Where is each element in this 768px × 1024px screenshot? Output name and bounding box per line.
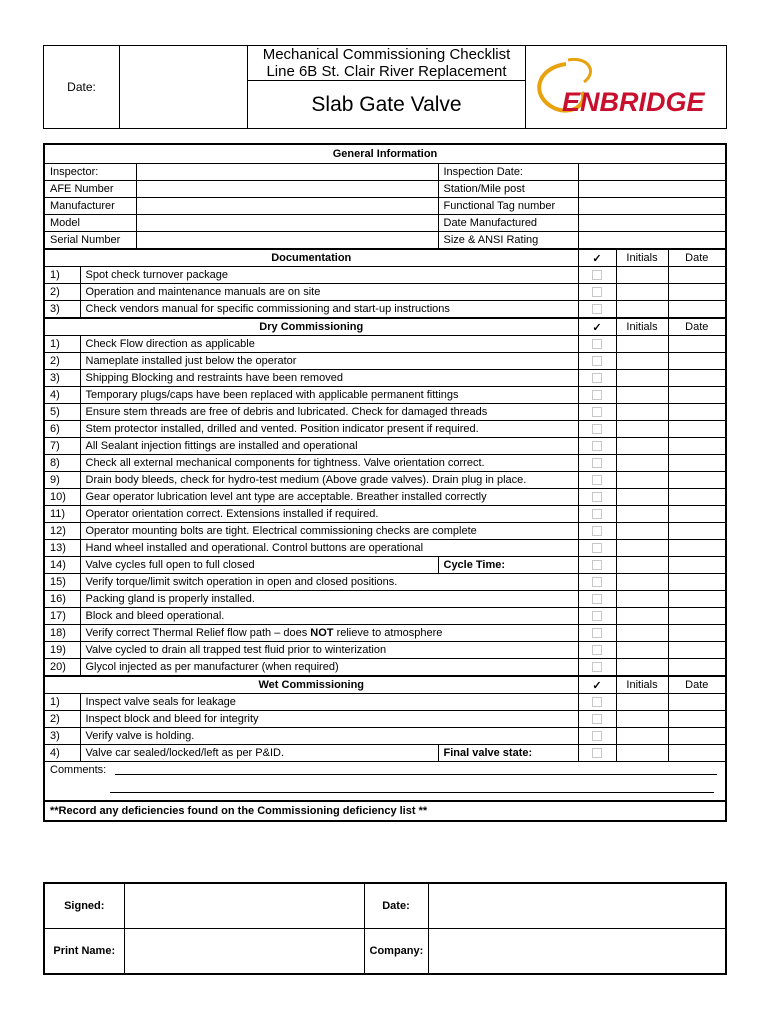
checklist-row [44, 745, 726, 762]
date-field[interactable] [668, 642, 726, 659]
date-field[interactable] [668, 694, 726, 711]
checklist-row [44, 455, 726, 472]
item-text: Operation and maintenance manuals are on site [80, 284, 578, 301]
item-text-post: relieve to atmosphere [333, 627, 443, 639]
item-extra-label: Cycle Time: [438, 557, 578, 574]
initials-column-header: Initials [616, 318, 668, 336]
checklist-row [44, 694, 726, 711]
checklist-row [44, 557, 726, 574]
checklist-row [44, 370, 726, 387]
checkbox[interactable] [592, 731, 602, 741]
checklist-row [44, 284, 726, 301]
general-label: AFE Number [44, 181, 136, 198]
item-checkbox-cell [578, 694, 616, 711]
date-field[interactable] [668, 489, 726, 506]
checklist-row [44, 387, 726, 404]
general-field[interactable] [578, 198, 726, 215]
item-text: Glycol injected as per manufacturer (when required) [80, 659, 578, 677]
item-number: 14) [44, 557, 80, 574]
initials-field[interactable] [616, 557, 668, 574]
initials-field[interactable] [616, 267, 668, 284]
item-checkbox-cell [578, 540, 616, 557]
item-checkbox-cell [578, 745, 616, 762]
checkbox[interactable] [592, 492, 602, 502]
item-number: 16) [44, 591, 80, 608]
checklist-row [44, 591, 726, 608]
item-checkbox-cell [578, 523, 616, 540]
wet-heading: Wet Commissioning [44, 676, 578, 694]
checklist-table [43, 143, 727, 822]
checkbox[interactable] [592, 356, 602, 366]
item-text: Operator orientation correct. Extensions installed if required. [80, 506, 578, 523]
comments-line [115, 774, 717, 775]
item-checkbox-cell [578, 711, 616, 728]
item-number: 19) [44, 642, 80, 659]
checklist-row [44, 336, 726, 353]
header-table [43, 45, 727, 129]
item-checkbox-cell [578, 489, 616, 506]
date-field[interactable] [668, 625, 726, 642]
general-field[interactable] [578, 181, 726, 198]
page-title: Slab Gate Valve [248, 81, 526, 129]
item-number: 12) [44, 523, 80, 540]
item-text-bold: NOT [310, 627, 334, 639]
print-name-label: Print Name: [44, 929, 124, 975]
initials-field[interactable] [616, 523, 668, 540]
item-checkbox-cell [578, 472, 616, 489]
initials-field[interactable] [616, 455, 668, 472]
item-number: 3) [44, 728, 80, 745]
deficiency-note: **Record any deficiencies found on the Commissioning deficiency list ** [44, 801, 726, 821]
date-field[interactable] [668, 659, 726, 677]
logo-text: ENBRIDGE [562, 87, 705, 117]
checklist-row [44, 728, 726, 745]
check-column-header: ✓ [578, 249, 616, 267]
checklist-row [44, 353, 726, 370]
checklist-row [44, 523, 726, 540]
item-checkbox-cell [578, 353, 616, 370]
item-checkbox-cell [578, 336, 616, 353]
sign-date-field[interactable] [428, 883, 726, 929]
date-field[interactable] [668, 284, 726, 301]
item-checkbox-cell [578, 404, 616, 421]
check-column-header: ✓ [578, 318, 616, 336]
item-checkbox-cell [578, 421, 616, 438]
date-field[interactable] [668, 455, 726, 472]
item-number: 5) [44, 404, 80, 421]
item-text-pre: Verify correct Thermal Relief flow path – does [85, 627, 311, 639]
documentation-heading-row [44, 249, 726, 267]
checkbox[interactable] [592, 611, 602, 621]
item-number: 4) [44, 745, 80, 762]
checkbox[interactable] [592, 304, 602, 314]
item-number: 7) [44, 438, 80, 455]
initials-field[interactable] [616, 506, 668, 523]
checkbox[interactable] [592, 373, 602, 383]
initials-field[interactable] [616, 301, 668, 319]
company-label: Company: [364, 929, 428, 975]
item-checkbox-cell [578, 301, 616, 319]
date-field[interactable] [668, 608, 726, 625]
general-row [44, 232, 726, 250]
item-checkbox-cell [578, 625, 616, 642]
general-field[interactable] [136, 164, 438, 181]
initials-field[interactable] [616, 387, 668, 404]
item-number: 1) [44, 336, 80, 353]
date-field[interactable] [668, 523, 726, 540]
checkbox[interactable] [592, 697, 602, 707]
checklist-row [44, 472, 726, 489]
item-text: Spot check turnover package [80, 267, 578, 284]
date-field[interactable] [668, 711, 726, 728]
general-heading-row [44, 144, 726, 164]
date-field[interactable] [668, 557, 726, 574]
print-name-field[interactable] [124, 929, 364, 975]
item-text: Valve cycles full open to full closed [80, 557, 438, 574]
date-field[interactable] [668, 728, 726, 745]
item-number: 11) [44, 506, 80, 523]
item-number: 9) [44, 472, 80, 489]
checkbox[interactable] [592, 748, 602, 758]
check-column-header: ✓ [578, 676, 616, 694]
initials-field[interactable] [616, 711, 668, 728]
item-text: Inspect block and bleed for integrity [80, 711, 578, 728]
date-field[interactable] [120, 46, 248, 129]
item-checkbox-cell [578, 387, 616, 404]
enbridge-logo [526, 46, 726, 128]
general-label: Station/Mile post [438, 181, 578, 198]
item-text: Inspect valve seals for leakage [80, 694, 578, 711]
general-field[interactable] [136, 215, 438, 232]
checklist-row [44, 421, 726, 438]
general-label: Functional Tag number [438, 198, 578, 215]
item-number: 6) [44, 421, 80, 438]
checklist-row [44, 506, 726, 523]
general-field[interactable] [136, 232, 438, 250]
item-number: 13) [44, 540, 80, 557]
checkbox[interactable] [592, 526, 602, 536]
comments-label: Comments: [50, 764, 107, 776]
item-extra-label: Final valve state: [438, 745, 578, 762]
general-heading: General Information [44, 144, 726, 164]
checkbox[interactable] [592, 407, 602, 417]
item-number: 8) [44, 455, 80, 472]
general-field[interactable] [578, 215, 726, 232]
sign-date-label: Date: [364, 883, 428, 929]
title-line2: Line 6B St. Clair River Replacement [266, 63, 507, 80]
item-number: 15) [44, 574, 80, 591]
item-number: 20) [44, 659, 80, 677]
signed-label: Signed: [44, 883, 124, 929]
general-label: Size & ANSI Rating [438, 232, 578, 250]
checklist-row [44, 540, 726, 557]
checklist-row [44, 659, 726, 677]
item-checkbox-cell [578, 642, 616, 659]
item-checkbox-cell [578, 608, 616, 625]
comments-line [110, 792, 714, 793]
title-line1: Mechanical Commissioning Checklist [262, 46, 511, 63]
initials-field[interactable] [616, 353, 668, 370]
item-checkbox-cell [578, 591, 616, 608]
checkbox[interactable] [592, 339, 602, 349]
date-field[interactable] [668, 353, 726, 370]
checkbox[interactable] [592, 390, 602, 400]
item-text: Temporary plugs/caps have been replaced with applicable permanent fittings [80, 387, 578, 404]
item-text: Nameplate installed just below the operator [80, 353, 578, 370]
date-field[interactable] [668, 591, 726, 608]
general-label: Manufacturer [44, 198, 136, 215]
item-checkbox-cell [578, 574, 616, 591]
item-number: 17) [44, 608, 80, 625]
general-field[interactable] [136, 181, 438, 198]
item-number: 2) [44, 711, 80, 728]
wet-heading-row [44, 676, 726, 694]
checkbox[interactable] [592, 594, 602, 604]
general-field[interactable] [578, 232, 726, 250]
date-column-header: Date [668, 676, 726, 694]
checklist-row [44, 625, 726, 642]
logo-cell [526, 46, 727, 129]
company-field[interactable] [428, 929, 726, 975]
date-field[interactable] [668, 745, 726, 762]
checkbox[interactable] [592, 441, 602, 451]
checkbox[interactable] [592, 509, 602, 519]
item-checkbox-cell [578, 659, 616, 677]
initials-field[interactable] [616, 284, 668, 301]
item-number: 4) [44, 387, 80, 404]
initials-column-header: Initials [616, 676, 668, 694]
date-column-header: Date [668, 249, 726, 267]
initials-field[interactable] [616, 370, 668, 387]
checkbox[interactable] [592, 645, 602, 655]
checkbox[interactable] [592, 287, 602, 297]
checklist-row [44, 711, 726, 728]
checkbox[interactable] [592, 458, 602, 468]
note-row [44, 801, 726, 821]
item-checkbox-cell [578, 455, 616, 472]
checklist-row [44, 574, 726, 591]
item-number: 10) [44, 489, 80, 506]
general-field[interactable] [578, 164, 726, 181]
initials-field[interactable] [616, 625, 668, 642]
date-field[interactable] [668, 438, 726, 455]
checklist-row [44, 404, 726, 421]
item-text: Shipping Blocking and restraints have been removed [80, 370, 578, 387]
initials-field[interactable] [616, 404, 668, 421]
item-number: 2) [44, 284, 80, 301]
item-text: Verify valve is holding. [80, 728, 578, 745]
item-number: 3) [44, 301, 80, 319]
initials-field[interactable] [616, 591, 668, 608]
item-text: Block and bleed operational. [80, 608, 578, 625]
initials-field[interactable] [616, 421, 668, 438]
documentation-heading: Documentation [44, 249, 578, 267]
checklist-row [44, 267, 726, 284]
initials-field[interactable] [616, 642, 668, 659]
initials-field[interactable] [616, 540, 668, 557]
checkbox[interactable] [592, 577, 602, 587]
item-number: 1) [44, 267, 80, 284]
general-label: Serial Number [44, 232, 136, 250]
date-field[interactable] [668, 472, 726, 489]
item-text: Stem protector installed, drilled and vented. Position indicator present if required. [80, 421, 578, 438]
item-text: Check Flow direction as applicable [80, 336, 578, 353]
checkbox[interactable] [592, 662, 602, 672]
initials-field[interactable] [616, 489, 668, 506]
item-number: 3) [44, 370, 80, 387]
item-text: Hand wheel installed and operational. Control buttons are operational [80, 540, 578, 557]
general-label: Inspection Date: [438, 164, 578, 181]
signed-field[interactable] [124, 883, 364, 929]
initials-column-header: Initials [616, 249, 668, 267]
general-field[interactable] [136, 198, 438, 215]
general-row [44, 164, 726, 181]
checklist-row [44, 489, 726, 506]
dry-heading: Dry Commissioning [44, 318, 578, 336]
enbridge-logo-icon [526, 46, 725, 126]
checkbox[interactable] [592, 543, 602, 553]
date-field[interactable] [668, 336, 726, 353]
item-text: Gear operator lubrication level ant type are acceptable. Breather installed correctly [80, 489, 578, 506]
initials-field[interactable] [616, 694, 668, 711]
initials-field[interactable] [616, 659, 668, 677]
initials-field[interactable] [616, 336, 668, 353]
general-label: Model [44, 215, 136, 232]
signature-table [43, 882, 727, 975]
title-block [248, 46, 526, 81]
general-label: Inspector: [44, 164, 136, 181]
checkbox[interactable] [592, 270, 602, 280]
dry-heading-row [44, 318, 726, 336]
date-label: Date: [44, 46, 120, 129]
date-field[interactable] [668, 387, 726, 404]
checklist-row [44, 642, 726, 659]
initials-field[interactable] [616, 472, 668, 489]
date-field[interactable] [668, 506, 726, 523]
item-text: All Sealant injection fittings are installed and operational [80, 438, 578, 455]
item-checkbox-cell [578, 557, 616, 574]
date-field[interactable] [668, 540, 726, 557]
comments-field[interactable] [44, 762, 726, 802]
item-checkbox-cell [578, 267, 616, 284]
item-number: 18) [44, 625, 80, 642]
general-row [44, 215, 726, 232]
date-column-header: Date [668, 318, 726, 336]
checklist-row [44, 438, 726, 455]
initials-field[interactable] [616, 745, 668, 762]
date-field[interactable] [668, 301, 726, 319]
item-text: Valve cycled to drain all trapped test fluid prior to winterization [80, 642, 578, 659]
checkbox[interactable] [592, 628, 602, 638]
date-field[interactable] [668, 404, 726, 421]
date-field[interactable] [668, 267, 726, 284]
item-number: 1) [44, 694, 80, 711]
item-text: Valve car sealed/locked/left as per P&ID. [80, 745, 438, 762]
initials-field[interactable] [616, 574, 668, 591]
checkbox[interactable] [592, 475, 602, 485]
initials-field[interactable] [616, 608, 668, 625]
date-field[interactable] [668, 421, 726, 438]
initials-field[interactable] [616, 438, 668, 455]
general-row [44, 198, 726, 215]
item-text: Packing gland is properly installed. [80, 591, 578, 608]
initials-field[interactable] [616, 728, 668, 745]
checkbox[interactable] [592, 714, 602, 724]
item-checkbox-cell [578, 438, 616, 455]
general-row [44, 181, 726, 198]
item-number: 2) [44, 353, 80, 370]
checklist-row [44, 301, 726, 319]
checkbox[interactable] [592, 424, 602, 434]
date-field[interactable] [668, 370, 726, 387]
item-checkbox-cell [578, 370, 616, 387]
date-field[interactable] [668, 574, 726, 591]
general-label: Date Manufactured [438, 215, 578, 232]
item-text: Operator mounting bolts are tight. Electrical commissioning checks are complete [80, 523, 578, 540]
comments-row [44, 762, 726, 802]
item-checkbox-cell [578, 728, 616, 745]
item-text: Check all external mechanical components for tightness. Valve orientation correct. [80, 455, 578, 472]
item-checkbox-cell [578, 506, 616, 523]
checklist-row [44, 608, 726, 625]
item-text: Drain body bleeds, check for hydro-test medium (Above grade valves). Drain plug in place. [80, 472, 578, 489]
item-text [80, 625, 578, 642]
item-text: Ensure stem threads are free of debris and lubricated. Check for damaged threads [80, 404, 578, 421]
checkbox[interactable] [592, 560, 602, 570]
item-text: Check vendors manual for specific commissioning and start-up instructions [80, 301, 578, 319]
item-text: Verify torque/limit switch operation in open and closed positions. [80, 574, 578, 591]
item-checkbox-cell [578, 284, 616, 301]
